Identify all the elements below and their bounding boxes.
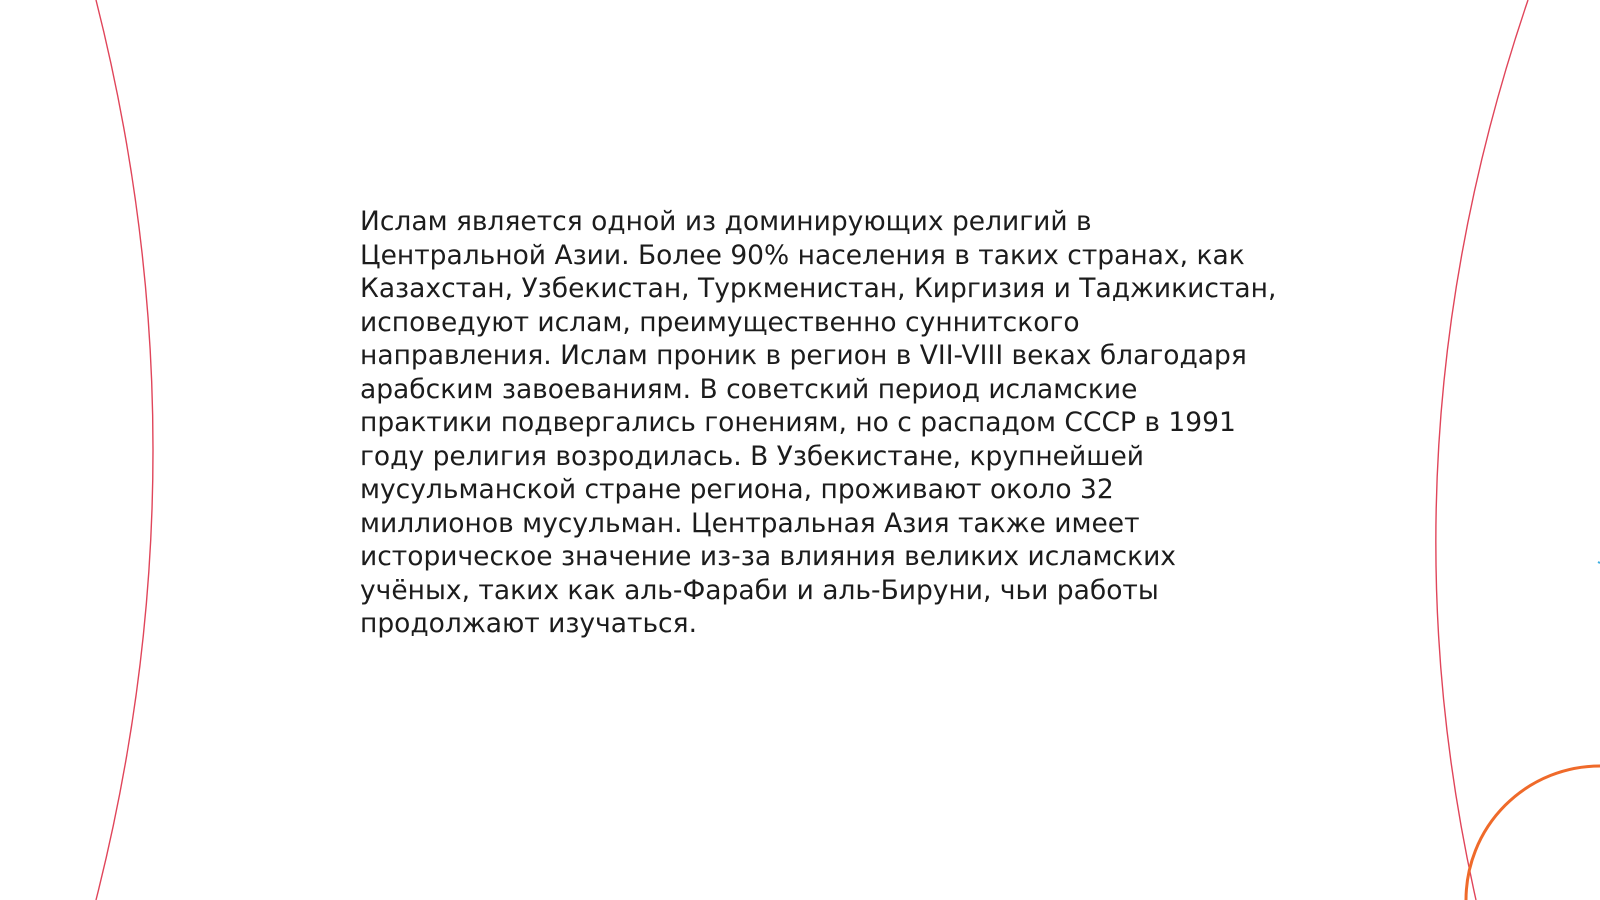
paragraph-line: Казахстан, Узбекистан, Туркменистан, Киргизия и Таджикистан, xyxy=(360,273,1277,304)
paragraph-line: году религия возродилась. В Узбекистане, крупнейшей xyxy=(360,440,1144,472)
body-paragraph xyxy=(360,205,1277,641)
paragraph-line: арабским завоеваниям. В советский период исламские xyxy=(360,373,1138,405)
paragraph-line: практики подвергались гонениям, но с распадом СССР в 1991 xyxy=(360,407,1236,438)
right-arc-line xyxy=(1436,0,1528,900)
paragraph-line: мусульманской стране региона, проживают около 32 xyxy=(360,474,1114,505)
paragraph-line: продолжают изучаться. xyxy=(360,608,697,639)
paragraph-line: исповедуют ислам, преимущественно суннитского xyxy=(360,306,1080,338)
paragraph-line: Ислам является одной из доминирующих религий в xyxy=(360,206,1092,237)
paragraph-line: историческое значение из-за влияния великих исламских xyxy=(360,541,1176,572)
left-arc-line xyxy=(96,0,153,900)
paragraph-line: учёных, таких как аль-Фараби и аль-Бируни, чьи работы xyxy=(360,574,1159,606)
paragraph-line: миллионов мусульман. Центральная Азия также имеет xyxy=(360,507,1140,539)
paragraph-line: Центральной Азии. Более 90% населения в таких странах, как xyxy=(360,239,1245,271)
orange-ring xyxy=(1466,766,1600,900)
paragraph-line: направления. Ислам проник в регион в VII-VIII веках благодаря xyxy=(360,340,1247,371)
